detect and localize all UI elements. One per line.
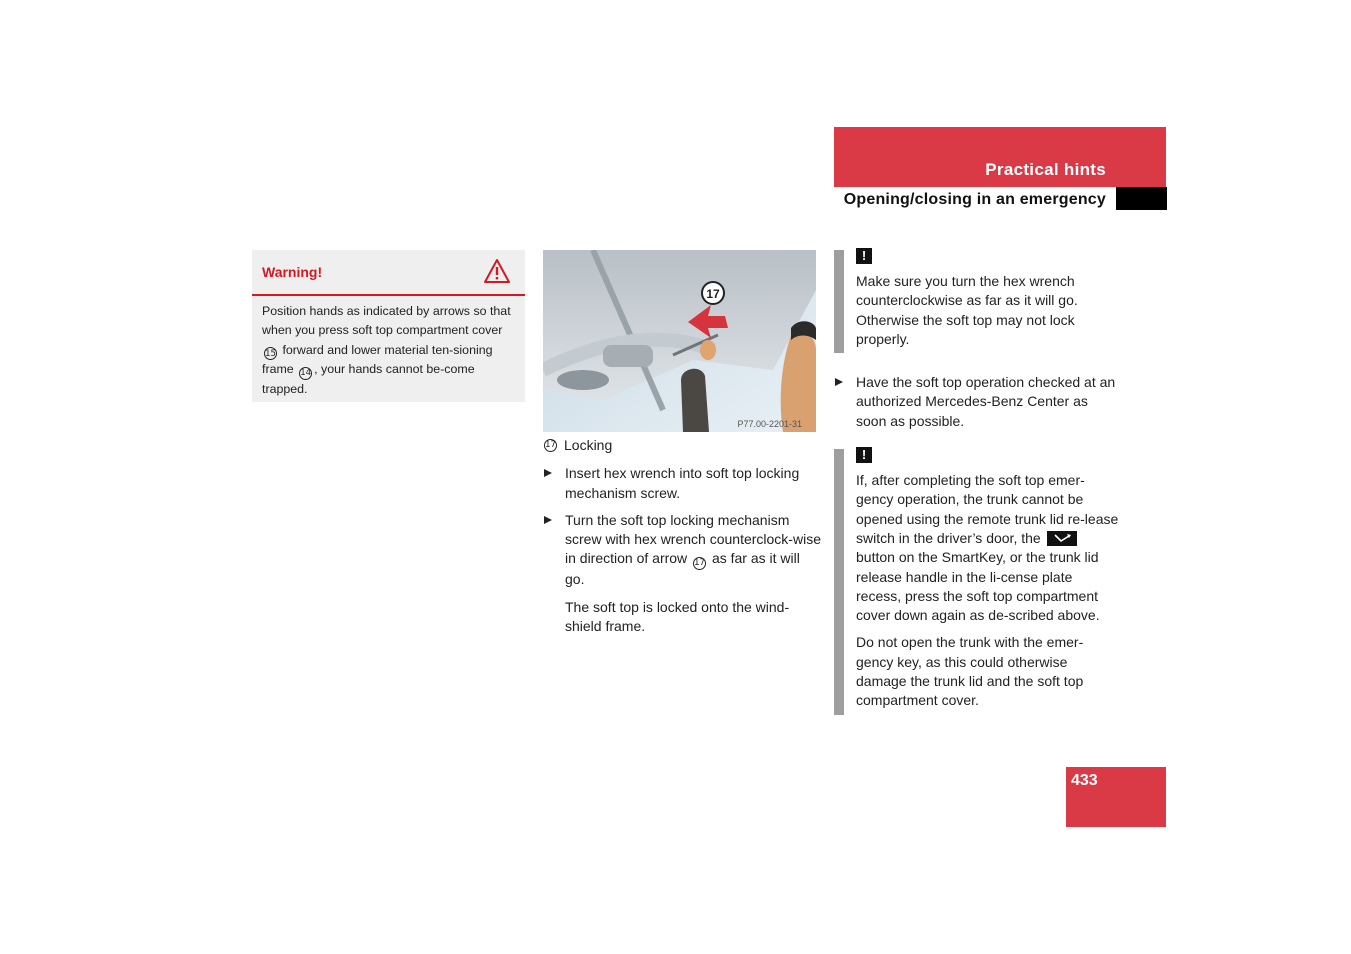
step-item	[543, 511, 823, 590]
step-text: Insert hex wrench into soft top locking mechanism screw.	[565, 465, 800, 501]
figure-caption	[543, 436, 823, 455]
warning-box	[252, 250, 525, 402]
svg-text:17: 17	[706, 287, 720, 301]
notes-column	[834, 246, 1119, 715]
illustration-graphic	[543, 250, 816, 432]
bullet-arrow-icon	[544, 516, 552, 524]
warning-title: Warning!	[262, 264, 323, 280]
note-box	[834, 246, 1119, 353]
caption-label: Locking	[564, 437, 613, 453]
subsection-title: Opening/closing in an emergency	[843, 191, 1106, 208]
step-text: Have the soft top operation checked at an authorized Mercedes-Benz Center as soon as possible.	[856, 374, 1116, 429]
trunk-open-icon	[1047, 531, 1077, 546]
instructions-column	[543, 436, 823, 636]
note-text: Make sure you turn the hex wrench counterclockwise as far as it will go. Otherwise the soft top may not lock properly.	[856, 273, 1078, 347]
note-text: Do not open the trunk with the emer-gency key, as this could otherwise damage the trunk lid and the soft top compartment cover.	[856, 634, 1084, 709]
exclamation-icon: !	[856, 447, 872, 463]
note-box	[834, 445, 1119, 715]
note-bar	[834, 250, 844, 353]
callout-number: 17	[545, 440, 556, 451]
callout-number: 15	[265, 348, 276, 359]
soft-top-locking-illustration	[543, 250, 816, 432]
thumb-tab	[1116, 187, 1167, 210]
warning-header	[252, 250, 525, 296]
bullet-arrow-icon	[835, 378, 843, 386]
warning-text-part: forward and lower material ten-sioning frame	[262, 342, 493, 377]
section-title: Practical hints	[985, 160, 1106, 179]
step-text: as far as it will go.	[565, 550, 800, 588]
step-result: The soft top is locked onto the wind-shield frame.	[565, 598, 790, 634]
exclamation-icon: !	[856, 248, 872, 264]
callout-number: 14	[300, 368, 312, 379]
warning-text	[252, 296, 525, 399]
step-text: Turn the soft top locking mechanism screw with hex wrench counterclock-wise in direction of arrow	[565, 511, 821, 567]
bullet-arrow-icon	[544, 469, 552, 477]
warning-text-part: , your hands cannot be-come trapped.	[262, 362, 475, 397]
callout-number: 17	[694, 558, 705, 569]
step-item	[543, 464, 823, 503]
step-item	[834, 373, 1119, 431]
warning-triangle-icon	[483, 258, 511, 284]
note-text-part: button on the SmartKey, or the trunk lid release handle in the li-cense plate recess, press the soft top compartment cover down again as de-scribed above.	[856, 549, 1100, 624]
page-number: 433	[1071, 772, 1098, 789]
note-text	[856, 471, 1119, 625]
note-bar	[834, 449, 844, 715]
figure-code: P77.00-2201-31	[737, 419, 802, 429]
note-text-part: If, after completing the soft top emer-gency operation, the trunk cannot be opened using the remote trunk lid re-lease switch in the driver’s door, the	[856, 472, 1119, 546]
warning-text-part: Position hands as indicated by arrows so that when you press soft top compartment cover	[262, 304, 511, 338]
